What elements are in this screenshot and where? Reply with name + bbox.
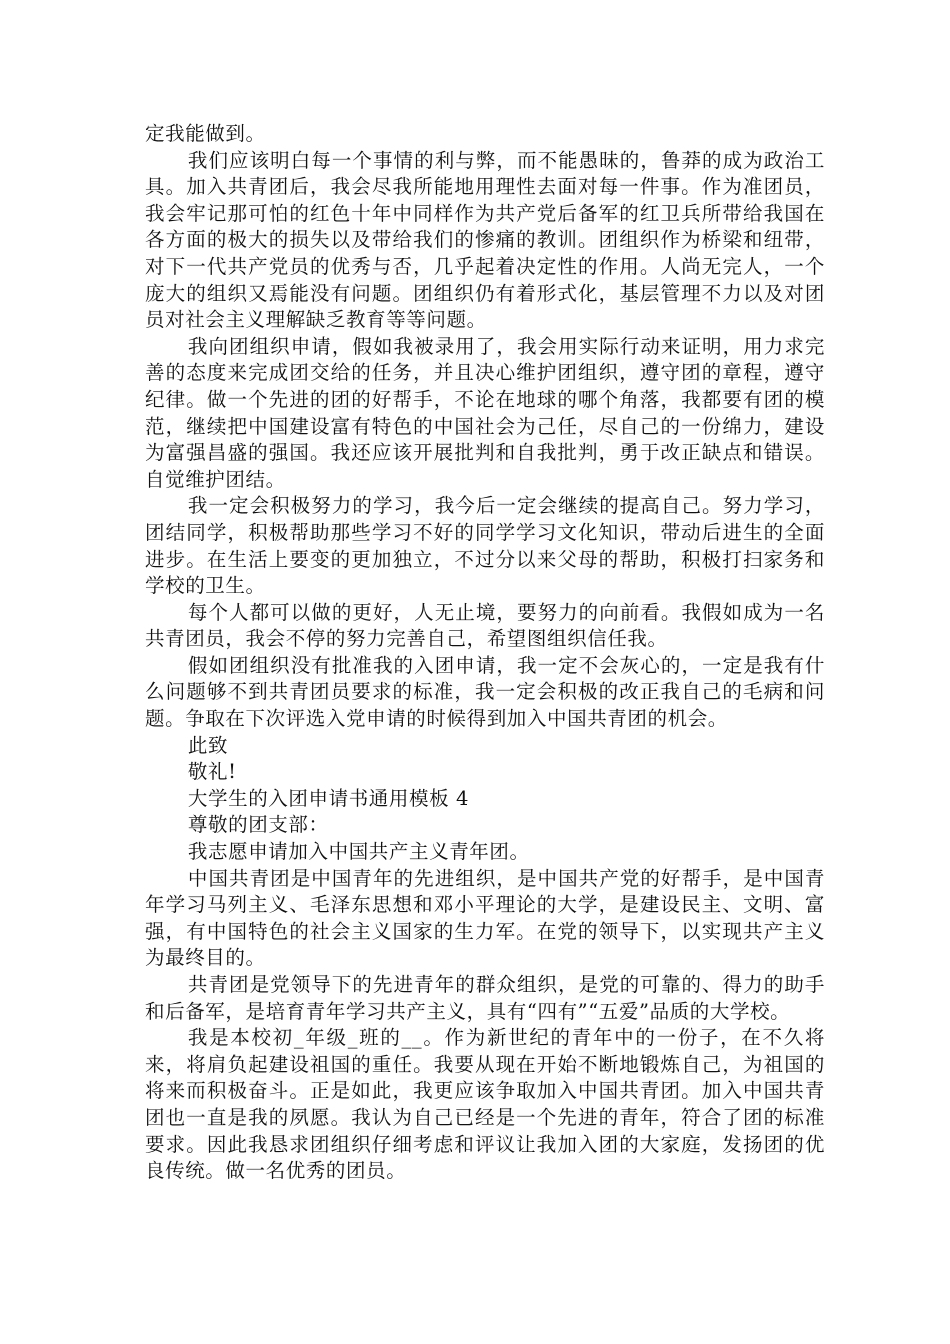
- paragraph: 我向团组织申请，假如我被录用了，我会用实际行动来证明，用力求完善的态度来完成团交给的任务，并且决心维护团组织，遵守团的章程，遵守纪律。做一个先进的团的好帮手，不论在地球的哪个角落，我都要有团的模范，继续把中国建设富有特色的中国社会为己任，尽自己的一份绵力，建设为富强昌盛的强国。我还应该开展批判和自我批判，勇于改正缺点和错误。自觉维护团结。: [145, 334, 825, 491]
- closing-regards: 敬礼!: [187, 760, 237, 784]
- closing-salutation: 此致: [187, 733, 229, 757]
- paragraph: 中国共青团是中国青年的先进组织，是中国共产党的好帮手，是中国青年学习马列主义、毛泽东思想和邓小平理论的大学，是建设民主、文明、富强，有中国特色的社会主义国家的生力军。在党的领导下，以实现共产主义为最终目的。: [145, 866, 825, 970]
- paragraph: 假如团组织没有批准我的入团申请，我一定不会灰心的，一定是我有什么问题够不到共青团员要求的标准，我一定会积极的改正我自己的毛病和问题。争取在下次评选入党申请的时候得到加入中国共青团的机会。: [145, 653, 825, 731]
- greeting: 尊敬的团支部：: [187, 813, 329, 837]
- section-title: 大学生的入团申请书通用模板 4: [187, 786, 469, 810]
- paragraph: 定我能做到。: [145, 122, 266, 145]
- paragraph: 共青团是党领导下的先进青年的群众组织，是党的可靠的、得力的助手和后备军，是培育青年学习共产主义，具有“四有”“五爱”品质的大学校。: [145, 973, 825, 1023]
- paragraph: 我是本校初_年级_班的__。作为新世纪的青年中的一份子，在不久将来，将肩负起建设祖国的重任。我要从现在开始不断地锻炼自己，为祖国的将来而积极奋斗。正是如此，我更应该争取加入中国共青团。加入中国共青团也一直是我的夙愿。我认为自己已经是一个先进的青年，符合了团的标准要求。因此我恳求团组织仔细考虑和评议让我加入团的大家庭，发扬团的优良传统。做一名优秀的团员。: [145, 1026, 825, 1183]
- paragraph: 每个人都可以做的更好，人无止境，要努力的向前看。我假如成为一名共青团员，我会不停的努力完善自己，希望图组织信任我。: [145, 600, 825, 651]
- paragraph: 我们应该明白每一个事情的利与弊，而不能愚昧的，鲁莽的成为政治工具。加入共青团后，我会尽我所能地用理性去面对每一件事。作为准团员，我会牢记那可怕的红色十年中同样作为共产党后备军的红卫兵所带给我国在各方面的极大的损失以及带给我们的惨痛的教训。团组织作为桥梁和纽带，对下一代共产党员的优秀与否，几乎起着决定性的作用。人尚无完人，一个庞大的组织又焉能没有问题。团组织仍有着形式化，基层管理不力以及对团员对社会主义理解缺乏教育等等问题。: [145, 148, 825, 332]
- paragraph: 我志愿申请加入中国共产主义青年团。: [187, 840, 530, 864]
- document-body: [145, 121, 825, 1185]
- paragraph: 我一定会积极努力的学习，我今后一定会继续的提高自己。努力学习，团结同学，积极帮助那些学习不好的同学学习文化知识，带动后进生的全面进步。在生活上要变的更加独立，不过分以来父母的帮助，积极打扫家务和学校的卫生。: [145, 494, 825, 598]
